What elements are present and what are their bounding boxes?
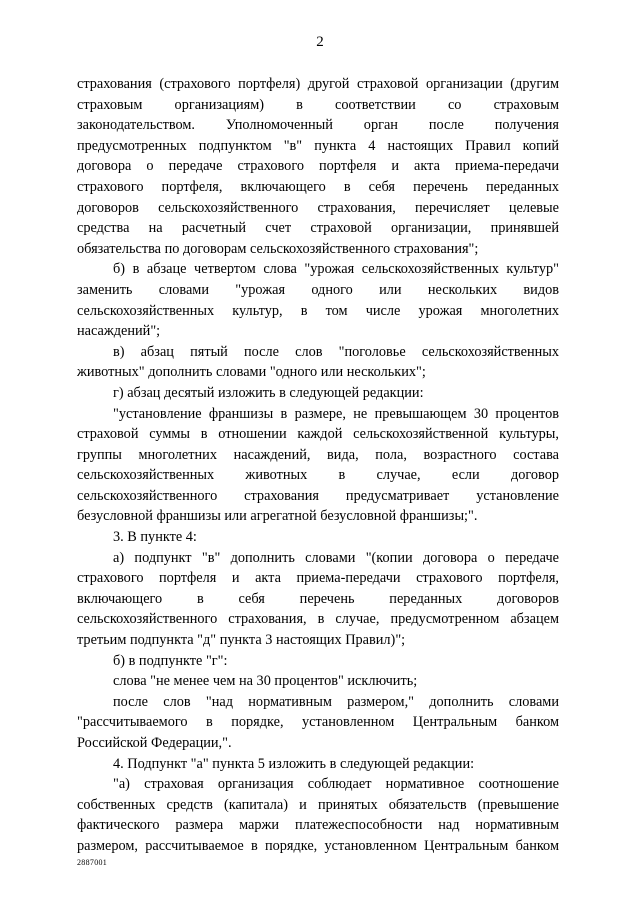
document-code: 2887001 (77, 858, 108, 867)
text-line: средства на расчетный счет страховой организации, принявшей (77, 220, 559, 237)
text-line: размером, рассчитываемое в порядке, установленном Центральным банком (77, 837, 559, 854)
document-body-text (77, 74, 559, 857)
text-line: фактического размера маржи платежеспособности над нормативным (77, 817, 559, 834)
text-line: предусмотренных подпунктом "в" пункта 4 настоящих Правил копий (77, 137, 559, 154)
text-line: а) подпункт "в" дополнить словами "(копии договора о передаче (113, 549, 559, 566)
text-line: слова "не менее чем на 30 процентов" исключить; (113, 673, 418, 690)
text-line: г) абзац десятый изложить в следующей редакции: (113, 384, 424, 401)
text-line: безусловной франшизы или агрегатной безусловной франшизы;". (77, 508, 478, 525)
text-line: 3. В пункте 4: (113, 529, 197, 546)
page-number: 2 (316, 34, 324, 50)
text-line: б) в абзаце четвертом слова "урожая сельскохозяйственных культур" (113, 261, 559, 278)
text-line: сельскохозяйственных культур, в том числе урожая многолетних (77, 302, 559, 319)
text-line: животных" дополнить словами "одного или нескольких"; (77, 364, 426, 381)
text-line: страховой суммы в отношении каждой сельскохозяйственной культуры, (77, 426, 559, 443)
text-line: сельскохозяйственного страхования предусматривает установление (77, 487, 559, 504)
text-line: договора о передаче страхового портфеля и акта приема-передачи (77, 158, 559, 175)
text-line: договоров сельскохозяйственного страхования, перечисляет целевые (77, 199, 559, 216)
text-line: группы многолетних насаждений, вида, пола, возрастного состава (77, 446, 559, 463)
text-line: б) в подпункте "г": (113, 652, 228, 669)
text-line: страхового портфеля, включающего в себя перечень переданных (77, 178, 559, 195)
text-line: страхового портфеля и акта приема-передачи страхового портфеля, (77, 570, 559, 587)
text-line: 4. Подпункт "а" пункта 5 изложить в следующей редакции: (113, 755, 475, 772)
text-line: заменить словами "урожая одного или нескольких видов (77, 281, 559, 298)
text-line: сельскохозяйственного страхования, в случае, предусмотренном абзацем (77, 611, 559, 628)
text-line: Российской Федерации,". (77, 735, 232, 751)
text-line: "а) страховая организация соблюдает нормативное соотношение (113, 776, 559, 793)
text-line: третьим подпункта "д" пункта 3 настоящих Правил)"; (77, 632, 406, 649)
text-line: страхования (страхового портфеля) другой страховой организации (другим (77, 76, 559, 92)
text-line: после слов "над нормативным размером," дополнить словами (113, 693, 559, 710)
text-line: в) абзац пятый после слов "поголовье сельскохозяйственных (113, 343, 559, 360)
text-line: насаждений"; (77, 323, 161, 340)
text-line: включающего в себя перечень переданных договоров (77, 590, 559, 607)
text-line: страховым организациям) в соответствии со страховым (77, 96, 559, 113)
text-line: обязательства по договорам сельскохозяйственного страхования"; (77, 240, 479, 257)
text-line: собственных средств (капитала) и принятых обязательств (превышение (77, 796, 559, 813)
text-line: законодательством. Уполномоченный орган после получения (77, 117, 559, 134)
text-line: "рассчитываемого в порядке, установленном Центральным банком (77, 714, 559, 731)
text-line: сельскохозяйственных животных в случае, если договор (77, 467, 559, 484)
text-line: "установление франшизы в размере, не превышающем 30 процентов (113, 405, 559, 422)
